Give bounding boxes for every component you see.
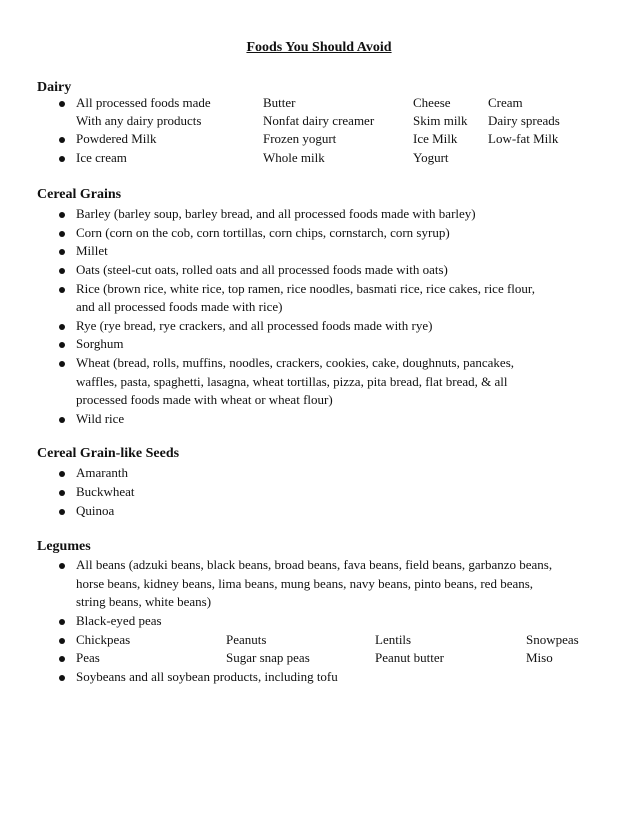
list-item: Quinoa <box>76 503 115 518</box>
list-item: Amaranth <box>76 465 128 480</box>
dairy-cell: Whole milk <box>263 150 325 165</box>
list-item: Rice (brown rice, white rice, top ramen, rice noodles, basmati rice, rice cakes, rice flour, <box>76 281 535 296</box>
dairy-cell: Cheese <box>413 95 451 110</box>
dairy-cell: Yogurt <box>413 150 449 165</box>
list-item: Wheat (bread, rolls, muffins, noodles, crackers, cookies, cake, doughnuts, pancakes, <box>76 355 515 370</box>
bullet-icon <box>59 656 65 662</box>
dairy-cell: All processed foods made <box>76 95 211 110</box>
bullet-icon <box>59 324 65 330</box>
legume-cell: Miso <box>526 650 553 665</box>
list-item-continuation: waffles, pasta, spaghetti, lasagna, wheat tortillas, pizza, pita bread, flat bread, & all <box>76 374 508 389</box>
page-title: Foods You Should Avoid <box>246 40 392 55</box>
dairy-cell: Low-fat Milk <box>488 131 559 146</box>
list-item: Black-eyed peas <box>76 613 162 628</box>
dairy-cell: Nonfat dairy creamer <box>263 113 375 128</box>
dairy-cell: Ice cream <box>76 150 127 165</box>
list-item: Sorghum <box>76 336 124 351</box>
legume-cell: Chickpeas <box>76 632 131 647</box>
list-item: Millet <box>76 243 108 258</box>
bullet-icon <box>59 509 65 515</box>
bullet-icon <box>59 137 65 143</box>
bullet-icon <box>59 490 65 496</box>
dairy-cell: With any dairy products <box>76 113 202 128</box>
dairy-cell: Powdered Milk <box>76 131 157 146</box>
bullet-icon <box>59 361 65 367</box>
bullet-icon <box>59 675 65 681</box>
dairy-cell: Cream <box>488 95 523 110</box>
list-item-continuation: and all processed foods made with rice) <box>76 299 283 314</box>
bullet-icon <box>59 268 65 274</box>
list-item: Barley (barley soup, barley bread, and all processed foods made with barley) <box>76 206 476 221</box>
bullet-icon <box>59 619 65 625</box>
dairy-heading: Dairy <box>37 80 72 95</box>
list-item-continuation: string beans, white beans) <box>76 594 212 609</box>
legume-cell: Peanut butter <box>375 650 444 665</box>
legume-cell: Sugar snap peas <box>226 650 310 665</box>
list-item: Corn (corn on the cob, corn tortillas, corn chips, cornstarch, corn syrup) <box>76 225 450 240</box>
bullet-icon <box>59 417 65 423</box>
bullet-icon <box>59 101 65 107</box>
bullet-icon <box>59 563 65 569</box>
bullet-icon <box>59 231 65 237</box>
cereal-grains-heading: Cereal Grains <box>37 187 122 202</box>
bullet-icon <box>59 156 65 162</box>
bullet-icon <box>59 212 65 218</box>
list-item-continuation: horse beans, kidney beans, lima beans, mung beans, navy beans, pinto beans, red beans, <box>76 576 534 591</box>
bullet-icon <box>59 471 65 477</box>
list-item: Soybeans and all soybean products, including tofu <box>76 669 338 684</box>
bullet-icon <box>59 342 65 348</box>
bullet-icon <box>59 287 65 293</box>
list-item: Rye (rye bread, rye crackers, and all processed foods made with rye) <box>76 318 433 333</box>
list-item-continuation: processed foods made with wheat or wheat flour) <box>76 392 333 407</box>
legume-cell: Peanuts <box>226 632 267 647</box>
cereal-grain-like-seeds-heading: Cereal Grain-like Seeds <box>37 446 180 461</box>
legume-cell: Peas <box>76 650 100 665</box>
list-item: Buckwheat <box>76 484 135 499</box>
dairy-cell: Dairy spreads <box>488 113 560 128</box>
legume-cell: Lentils <box>375 632 412 647</box>
dairy-cell: Ice Milk <box>413 131 458 146</box>
dairy-cell: Frozen yogurt <box>263 131 337 146</box>
list-item: All beans (adzuki beans, black beans, broad beans, fava beans, field beans, garbanzo beans, <box>76 557 553 572</box>
bullet-icon <box>59 249 65 255</box>
legumes-heading: Legumes <box>37 539 91 554</box>
bullet-icon <box>59 638 65 644</box>
legume-cell: Snowpeas <box>526 632 579 647</box>
list-item: Wild rice <box>76 411 125 426</box>
dairy-cell: Butter <box>263 95 296 110</box>
list-item: Oats (steel-cut oats, rolled oats and all processed foods made with oats) <box>76 262 448 277</box>
dairy-cell: Skim milk <box>413 113 468 128</box>
